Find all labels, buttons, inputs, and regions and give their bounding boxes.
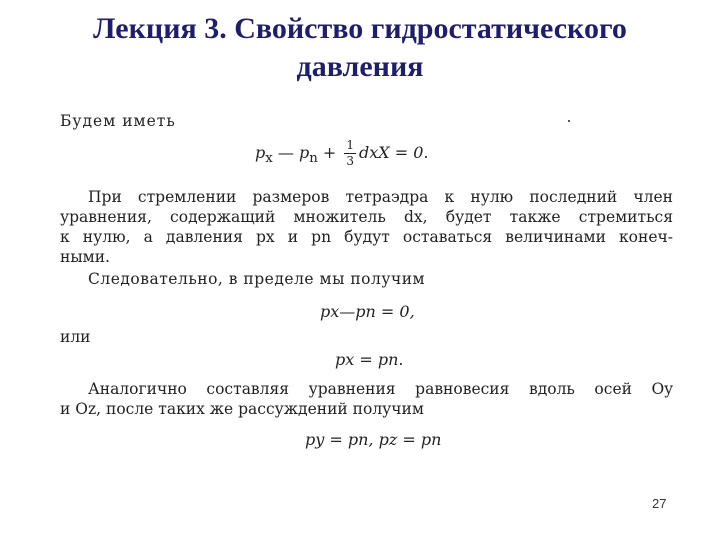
equation-1: $p_x$ — $p_n$ + $\frac{1}{3}$ dxX = 0. (255, 138, 429, 168)
slide-title (0, 10, 720, 86)
para2-text: Следовательно, в пределе мы получим (88, 270, 426, 288)
scanned-text-block (50, 108, 690, 518)
page-number: 27 (652, 496, 667, 511)
or-text: или (60, 328, 91, 346)
para3-line1: Аналогично составляя уравнения равновесия вдоль осей Oy (88, 380, 673, 398)
para1-line3: к нулю, а давления px и pn будут оставаться величинами конеч- (60, 228, 673, 246)
slide-title-line1: Лекция 3. Свойство гидростатического (93, 12, 627, 45)
intro-text: Будем иметь (60, 112, 176, 130)
para1-line4: ными. (60, 248, 110, 266)
equation-2: px—pn = 0, (320, 302, 415, 321)
equation-4: py = pn, pz = pn (305, 430, 442, 449)
para1-line2: уравнения, содержащий множитель dx, будет также стремиться (60, 208, 673, 226)
equation-3: px = pn. (335, 350, 404, 369)
para3-line2: и Oz, после таких же рассуждений получим (60, 400, 424, 418)
slide-title-line2: давления (296, 50, 424, 83)
para1-line1: При стремлении размеров тетраэдра к нулю последний член (88, 188, 673, 206)
fraction-one-third: $\frac{1}{3}$ (346, 138, 355, 168)
